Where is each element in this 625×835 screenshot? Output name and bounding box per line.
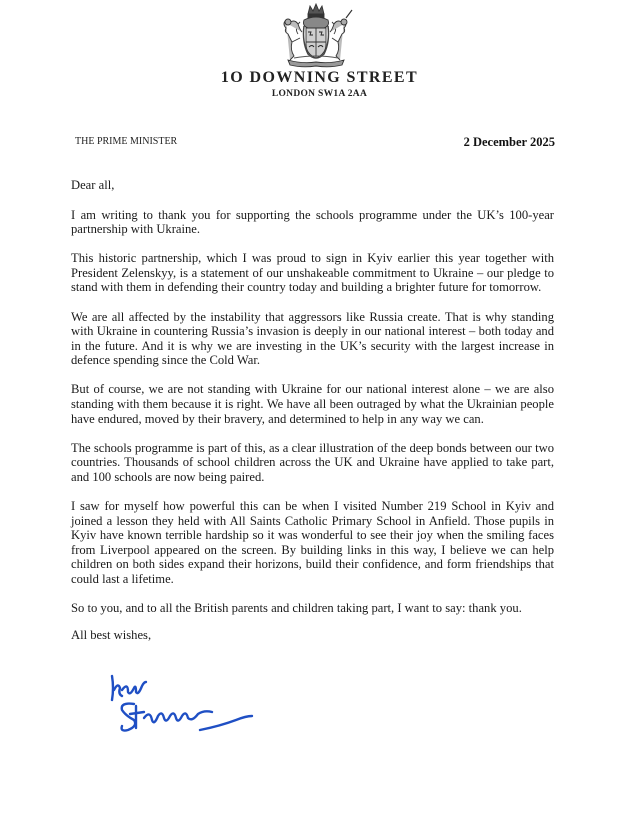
salutation: Dear all, [71, 178, 115, 192]
paragraph: But of course, we are not standing with Ukraine for our national interest alone – we are also standing with them because it is right. We have all been outraged by what the Ukrainian people have endured, moved by their bravery, and determined to help in any way we can. [71, 382, 554, 426]
letter-date: 2 December 2025 [463, 135, 555, 149]
royal-crest-icon [272, 2, 360, 68]
letterhead-address: LONDON SW1A 2AA [271, 89, 368, 99]
sender-title: THE PRIME MINISTER [75, 136, 178, 147]
signature-icon [108, 670, 268, 750]
paragraph: This historic partnership, which I was proud to sign in Kyiv earlier this year together with President Zelenskyy, is a statement of our unshakeable commitment to Ukraine – our pledge to stand with them in defending their country today and building a brighter future for tomorrow. [71, 251, 554, 295]
paragraph: I am writing to thank you for supporting the schools programme under the UK’s 100-year partnership with Ukraine. [71, 207, 554, 237]
closing: All best wishes, [71, 627, 152, 642]
paragraph: So to you, and to all the British parents and children taking part, I want to say: thank you. [71, 601, 522, 616]
paragraph: I saw for myself how powerful this can be when I visited Number 219 School in Kyiv and joined a lesson they held with All Saints Catholic Primary School in Anfield. Those pupils in Kyiv have known terrible hardship so it was wonderful to see their joy when the smiling faces from Liverpool appeared on the screen. By building links in this way, I believe we can help children on both sides expand their horizons, build their confidence, and form friendships that could last a lifetime. [71, 499, 554, 586]
letter-body [71, 178, 554, 657]
paragraph: We are all affected by the instability that aggressors like Russia create. That is why standing with Ukraine in countering Russia’s invasion is deeply in our national interest – both today and in the future. And it is why we are investing in the UK’s security with the largest increase in defence spending since the Cold War. [71, 309, 554, 368]
letterhead-title: 1O DOWNING STREET [220, 69, 419, 86]
paragraph: The schools programme is part of this, as a clear illustration of the deep bonds between our two countries. Thousands of school children across the UK and Ukraine have applied to take part, and 100 schools are now being paired. [71, 440, 554, 484]
